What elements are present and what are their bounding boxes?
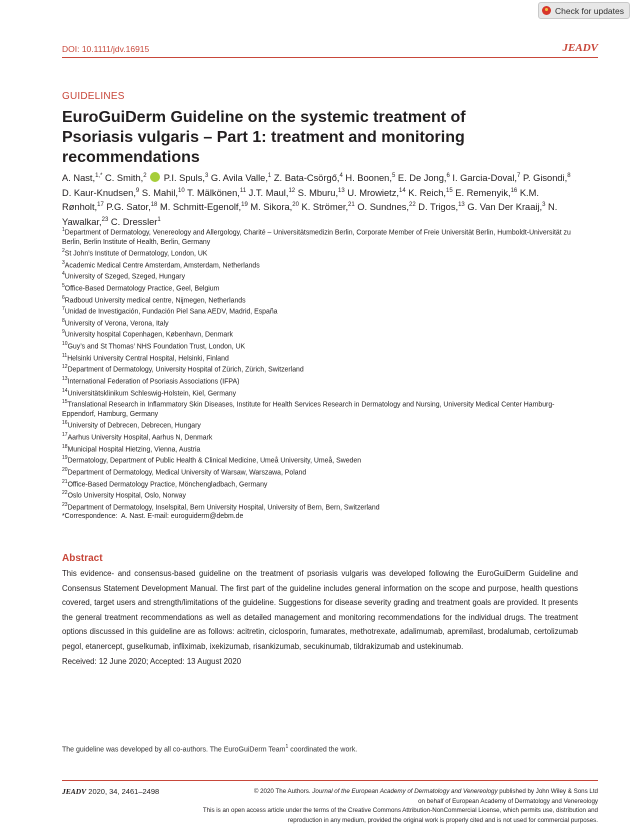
- author: M. Schmitt-Egenolf,$^{19}$: [159, 202, 248, 213]
- affiliation: $^{19}$Dermatology, Department of Public Health & Clinical Medicine, Umeå University, Umeå, Sweden: [62, 455, 362, 465]
- author: K. Reich,$^{15}$: [408, 187, 453, 198]
- author: K.M. Rønholt,$^{17}$: [62, 187, 539, 213]
- correspondence-email[interactable]: A. Nast. E-mail: euroguiderm@debm.de: [121, 513, 244, 521]
- author: S. Mahil,$^{10}$: [141, 187, 185, 198]
- abstract: [62, 567, 578, 669]
- author: N. Yawalkar,$^{23}$: [62, 202, 558, 227]
- author: C. Dressler$^1$: [110, 216, 161, 227]
- affiliation: $^{21}$Office-Based Dermatology Practice, Mönchengladbach, Germany: [62, 478, 268, 488]
- abstract-heading: Abstract: [62, 553, 103, 564]
- author: S. Mburu,$^{13}$: [297, 187, 345, 198]
- author: P.G. Sator,$^{18}$: [106, 202, 158, 213]
- author: Z. Bata-Csörgő,$^4$: [273, 173, 343, 184]
- received-dates: Received: 12 June 2020; Accepted: 13 August 2020: [62, 656, 242, 666]
- section-label: GUIDELINES: [62, 91, 125, 102]
- affiliation: $^9$University hospital Copenhagen, København, Denmark: [62, 329, 233, 339]
- affiliation: $^1$Department of Dermatology, Venereology and Allergology, Charité – Universitätsmedizin Berlin, Corporate Member of Freie Universität Berlin, Humboldt-Universität zu Berlin, Berlin Institute of Health, Berlin, Germany: [62, 227, 571, 246]
- author: J.T. Maul,$^{12}$: [248, 187, 296, 198]
- affiliation: $^{17}$Aarhus University Hospital, Aarhus N, Denmark: [62, 431, 213, 442]
- author: A. Nast,$^{1,*}$: [62, 173, 103, 184]
- author: D. Trigos,$^{13}$: [418, 202, 465, 213]
- affiliation: $^{13}$International Federation of Psoriasis Associations (IFPA): [62, 376, 240, 386]
- copyright-notice: © 2020 The Authors. Journal of the European Academy of Dermatology and Venereology published by John Wiley & Sons Ltd on behalf of European Academy of Dermatology and Venereology This is an open access article under the terms of the Creative Commons Attribution-NonCommercial License, which permits use, distribution and reproduction in any medium, provided the original work is properly cited and is not used for commercial purposes.: [178, 787, 598, 825]
- footer-rule: [62, 780, 598, 781]
- author: K. Strömer,$^{21}$: [301, 202, 355, 213]
- author: M. Sikora,$^{20}$: [250, 202, 299, 213]
- footnote: The guideline was developed by all co-authors. The EuroGuiDerm Team$^1$ coordinated the work.: [62, 744, 358, 754]
- affiliation: $^{16}$University of Debrecen, Debrecen, Hungary: [62, 420, 201, 430]
- affiliation: $^{15}$Translational Research in Inflammatory Skin Diseases, Institute for Health Services Research in Dermatology and Nursing, University Medical Center Hamburg-Eppendorf, Hamburg, Germany: [62, 399, 555, 418]
- affiliation-list: [62, 226, 582, 522]
- author: O. Sundnes,$^{22}$: [357, 202, 416, 213]
- author: P.I. Spuls,$^3$: [163, 173, 209, 184]
- journal-logo: JEADV: [562, 42, 598, 54]
- author: T. Mälkönen,$^{11}$: [187, 187, 247, 198]
- check-for-updates-button[interactable]: [538, 2, 630, 19]
- doi-link[interactable]: DOI: 10.1111/jdv.16915: [62, 44, 150, 54]
- affiliation: $^{20}$Department of Dermatology, Medical University of Warsaw, Warszawa, Poland: [62, 466, 307, 477]
- author: E. Remenyik,$^{16}$: [455, 187, 518, 198]
- affiliation: $^6$Radboud University medical centre, Nijmegen, Netherlands: [62, 294, 246, 304]
- affiliation: $^{10}$Guy’s and St Thomas’ NHS Foundation Trust, London, UK: [62, 341, 246, 351]
- author: D. Kaur-Knudsen,$^9$: [62, 187, 140, 198]
- affiliation: $^{22}$Oslo University Hospital, Oslo, Norway: [62, 490, 186, 500]
- header-rule: [62, 57, 598, 58]
- affiliation: $^{23}$Department of Dermatology, Inselspital, Bern University Hospital, University of Bern, Bern, Switzerland: [62, 501, 380, 512]
- author: G. Van Der Kraaij,$^3$: [467, 202, 546, 213]
- crossmark-icon: [542, 6, 551, 15]
- affiliation: $^{12}$Department of Dermatology, University Hospital of Zürich, Zürich, Switzerland: [62, 364, 304, 374]
- abstract-text: This evidence- and consensus-based guideline on the treatment of psoriasis vulgaris was developed following the EuroGuiDerm Guideline and Consensus Statement Development Manual. The first part of the guideline includes general information on the scope and purpose, health questions covered, target users and strength/limitations of the guideline. Suggestions for disease severity grading and treatment goals are provided. It presents the general treatment recommendations as well as detailed management and monitoring recommendations for the individual drugs. The treatment options discussed in this guideline are as follows: acitretin, ciclosporin, fumarates, methotrexate, adalimumab, apremilast, brodalumab, certolizumab pegol, etanercept, guselkumab, infliximab, ixekizumab, risankizumab, secukinumab, tildrakizumab and ustekinumab.: [62, 569, 578, 651]
- license-text: This is an open access article under the terms of the Creative Commons Attribution-NonCommercial License, which permits use, distribution and reproduction in any medium, provided the original work is properly cited and is not used for commercial purposes.: [202, 807, 598, 824]
- author: U. Mrowietz,$^{14}$: [347, 187, 406, 198]
- affiliation: $^8$University of Verona, Verona, Italy: [62, 317, 169, 328]
- affiliation: $^{14}$Universitätsklinikum Schleswig-Holstein, Kiel, Germany: [62, 387, 237, 397]
- affiliation: $^2$St John’s Institute of Dermatology, London, UK: [62, 247, 208, 258]
- affiliation: $^3$Academic Medical Centre Amsterdam, Amsterdam, Netherlands: [62, 259, 260, 269]
- affiliation: $^5$Office-Based Dermatology Practice, Geel, Belgium: [62, 282, 220, 293]
- author: C. Smith,$^2$: [105, 173, 161, 183]
- author: G. Avila Valle,$^1$: [210, 173, 272, 184]
- author: I. Garcia-Doval,$^7$: [452, 173, 521, 184]
- affiliation: $^4$University of Szeged, Szeged, Hungary: [62, 271, 186, 281]
- author: P. Gisondi,$^8$: [522, 173, 571, 184]
- article-title: EuroGuiDerm Guideline on the systemic treatment of Psoriasis vulgaris – Part 1: treatment and monitoring recommendations: [62, 109, 466, 166]
- orcid-icon[interactable]: [150, 172, 160, 182]
- correspondence: *Correspondence: A. Nast. E-mail: euroguiderm@debm.de: [62, 513, 244, 521]
- author: H. Boonen,$^5$: [345, 173, 396, 184]
- affiliation: $^7$Unidad de Investigación, Fundación Piel Sana AEDV, Madrid, España: [62, 306, 278, 316]
- check-for-updates-label: Check for updates: [555, 5, 624, 16]
- affiliation: $^{11}$Helsinki University Central Hospital, Helsinki, Finland: [62, 352, 229, 363]
- author-list: [62, 170, 582, 228]
- author: E. De Jong,$^6$: [397, 173, 450, 184]
- affiliation: $^{18}$Municipal Hospital Hietzing, Vienna, Austria: [62, 443, 201, 453]
- footer-citation: JEADV 2020, 34, 2461–2498: [62, 787, 160, 796]
